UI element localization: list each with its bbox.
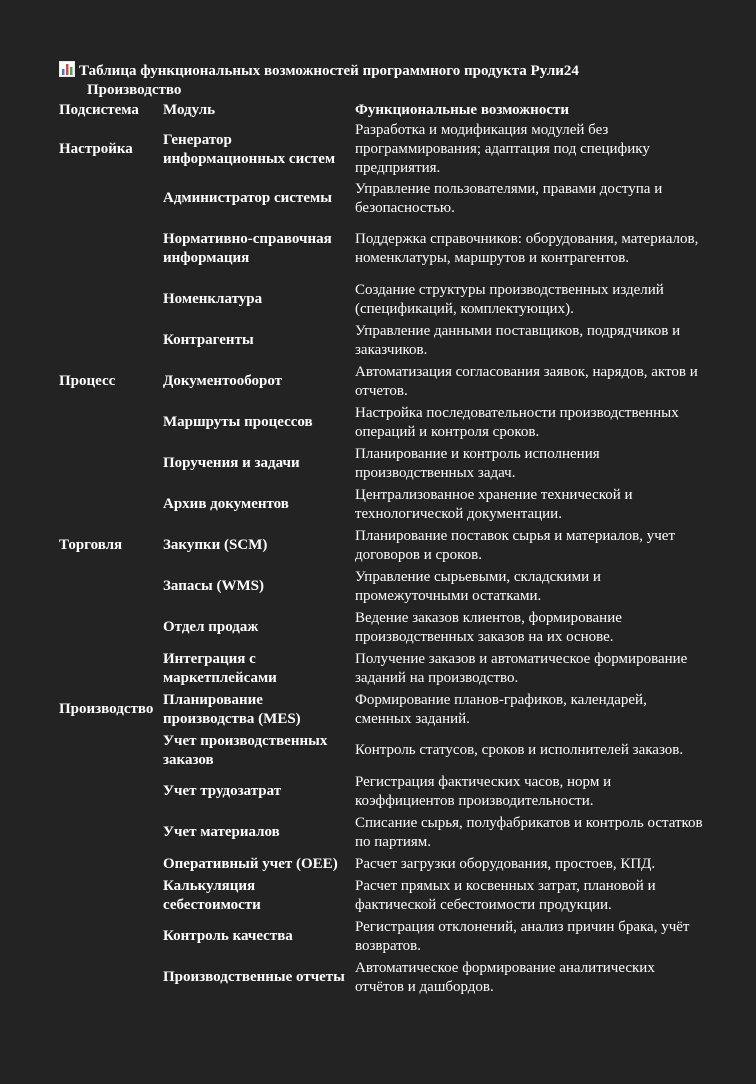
- subsystem-cell-empty: [57, 853, 161, 875]
- module-cell: Документооборот: [163, 373, 283, 389]
- table-body: [57, 121, 707, 998]
- functions-cell: Формирование планов-графиков, календарей, сменных заданий.: [355, 691, 647, 727]
- functions-cell: Планирование и контроль исполнения производственных задач.: [355, 445, 600, 481]
- table-row: [57, 279, 707, 320]
- module-cell: Планирование производства (MES): [163, 691, 301, 727]
- module-cell: Запасы (WMS): [163, 578, 264, 594]
- subsystem-cell-empty: [57, 607, 161, 648]
- table-row: [57, 875, 707, 916]
- table-row: [57, 957, 707, 998]
- subsystem-cell-empty: [57, 320, 161, 361]
- module-cell: Номенклатура: [163, 291, 263, 307]
- table-row: [57, 648, 707, 689]
- subsystem-cell-empty: [57, 771, 161, 812]
- table-row: [57, 320, 707, 361]
- functions-cell: Управление данными поставщиков, подрядчиков и заказчиков.: [355, 322, 681, 358]
- table-row: [57, 689, 707, 730]
- module-cell: Закупки (SCM): [163, 537, 268, 553]
- subsystem-cell: Производство: [59, 701, 154, 717]
- table-row: [57, 121, 707, 178]
- document-title: [59, 61, 679, 100]
- module-cell: Оперативный учет (OEE): [163, 855, 338, 872]
- title-text: Таблица функциональных возможностей программного продукта Рули24: [79, 63, 579, 79]
- module-cell: Контрагенты: [163, 332, 254, 348]
- subsystem-cell-empty: [57, 648, 161, 689]
- table-row: [57, 566, 707, 607]
- module-cell: Администратор системы: [163, 190, 332, 206]
- table-row: [57, 525, 707, 566]
- module-cell: Учет материалов: [163, 824, 280, 840]
- functionality-table: [57, 100, 707, 998]
- module-cell: Генератор информационных систем: [163, 131, 336, 167]
- subsystem-cell-empty: [57, 402, 161, 443]
- subsystem-cell-empty: [57, 957, 161, 998]
- table-row: [57, 443, 707, 484]
- module-cell: Производственные отчеты: [163, 969, 345, 985]
- title-subtitle: Производство: [87, 82, 182, 98]
- module-cell: Учет трудозатрат: [163, 783, 282, 799]
- subsystem-cell-empty: [57, 730, 161, 771]
- functions-cell: Расчет прямых и косвенных затрат, плановой и фактической себестоимости продукции.: [355, 877, 656, 913]
- functions-cell: Получение заказов и автоматическое формирование заданий на производство.: [355, 650, 688, 686]
- header-module: Модуль: [163, 102, 216, 118]
- functions-cell: Поддержка справочников: оборудования, материалов, номенклатуры, маршрутов и контрагентов.: [355, 231, 699, 266]
- subsystem-cell-empty: [57, 566, 161, 607]
- header-subsystem: Подсистема: [59, 102, 139, 118]
- functions-cell: Управление пользователями, правами доступа и безопасностью.: [355, 180, 663, 216]
- functions-cell: Списание сырья, полуфабрикатов и контроль остатков по партиям.: [355, 814, 703, 850]
- table-row: [57, 607, 707, 648]
- functions-cell: Регистрация отклонений, анализ причин брака, учёт возвратов.: [355, 918, 690, 954]
- table-row: [57, 484, 707, 525]
- subsystem-cell: Торговля: [59, 537, 123, 553]
- subsystem-cell-empty: [57, 875, 161, 916]
- table-row: [57, 771, 707, 812]
- table-row: [57, 361, 707, 402]
- module-cell: Контроль качества: [163, 928, 293, 944]
- subsystem-cell: Процесс: [59, 373, 116, 389]
- table-header-row: [57, 100, 707, 121]
- functions-cell: Разработка и модификация модулей без программирования; адаптация под специфику предприятия.: [355, 122, 650, 176]
- functions-cell: Ведение заказов клиентов, формирование производственных заказов на их основе.: [355, 609, 622, 645]
- module-cell: Учет производственных заказов: [163, 732, 328, 768]
- subsystem-cell-empty: [57, 219, 161, 279]
- bar-chart-icon: [59, 61, 75, 77]
- functions-cell: Регистрация фактических часов, норм и коэффициентов производительности.: [355, 773, 612, 809]
- module-cell: Маршруты процессов: [163, 414, 313, 430]
- subsystem-cell-empty: [57, 484, 161, 525]
- functions-cell: Управление сырьевыми, складскими и промежуточными остатками.: [355, 568, 601, 604]
- table-row: [57, 219, 707, 279]
- subsystem-cell: Настройка: [59, 141, 133, 157]
- functions-cell: Планирование поставок сырья и материалов, учет договоров и сроков.: [355, 527, 676, 563]
- functions-cell: Контроль статусов, сроков и исполнителей заказов.: [355, 742, 684, 758]
- table-row: [57, 916, 707, 957]
- subsystem-cell-empty: [57, 916, 161, 957]
- functions-cell: Автоматизация согласования заявок, нарядов, актов и отчетов.: [355, 363, 698, 399]
- functions-cell: Расчет загрузки оборудования, простоев, КПД.: [355, 855, 656, 872]
- module-cell: Отдел продаж: [163, 619, 259, 635]
- functions-cell: Настройка последовательности производственных операций и контроля сроков.: [355, 404, 679, 440]
- subsystem-cell-empty: [57, 443, 161, 484]
- table-row: [57, 178, 707, 219]
- module-cell: Интеграция с маркетплейсами: [163, 650, 277, 686]
- table-row: [57, 730, 707, 771]
- table-row: [57, 402, 707, 443]
- functions-cell: Автоматическое формирование аналитических отчётов и дашбордов.: [355, 959, 655, 995]
- header-functions: Функциональные возможности: [355, 102, 569, 118]
- module-cell: Нормативно-справочная информация: [163, 231, 332, 266]
- subsystem-cell-empty: [57, 279, 161, 320]
- subsystem-cell-empty: [57, 178, 161, 219]
- subsystem-cell-empty: [57, 812, 161, 853]
- module-cell: Архив документов: [163, 496, 289, 512]
- module-cell: Поручения и задачи: [163, 455, 300, 471]
- table-row: [57, 853, 707, 875]
- table-row: [57, 812, 707, 853]
- functions-cell: Централизованное хранение технической и технологической документации.: [355, 486, 633, 522]
- module-cell: Калькуляция себестоимости: [163, 877, 261, 913]
- functions-cell: Создание структуры производственных изделий (спецификаций, комплектующих).: [355, 281, 664, 317]
